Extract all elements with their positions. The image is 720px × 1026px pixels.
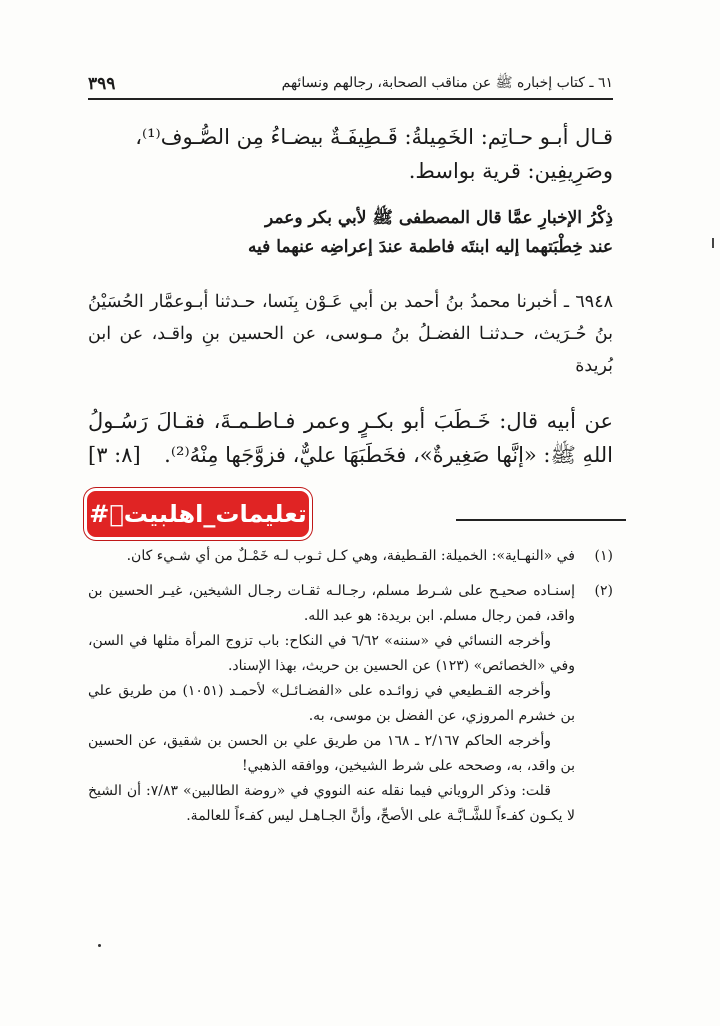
footnote-paragraph: وأخرجه الحاكم ٢/١٦٧ ـ ١٦٨ من طريق علي بن الحسن بن شقيق، عن الحسين بن واقد، به، وصححه على شرط الشيخين، ووافقه الذهبي! (88, 733, 575, 774)
hadith-text: عن أبيه قال: خَـطَبَ أبو بكـرٍ وعمر فـاطـمـةَ، فقـالَ رَسُـولُ اللهِ ﷺ: «إنَّها صَغِيرةٌ»، فخَطَبَهَا عليٌّ، فزوَّجَها مِنْهُ⁽²⁾. (88, 409, 613, 467)
footnote-text: في «النهـاية»: الخميلة: القـطيفة، وهي كـل ثـوب لـه خَمْـلٌ من أي شـيء كان. (126, 548, 575, 564)
footnote-body (88, 579, 575, 829)
running-title: ٦١ ـ كتاب إخباره ﷺ عن مناقب الصحابة، رجالهم ونسائهم (281, 75, 613, 91)
abu-hatim-note (88, 120, 613, 188)
hadith-isnad: ٦٩٤٨ ـ أخبرنا محمدُ بنُ أحمد بن أبي عَـوْن بِنَسا، حـدثنا أبـوعمَّار الحُسَيْنُ بنُ حُـرَيث، حـدثنـا الفضـلُ بنُ مـوسى، عن الحسين بنِ واقـد، عن ابن بُريدة (88, 292, 613, 376)
hadith-matn (88, 404, 613, 472)
hashtag-watermark: #تعليمات_اهلبيتؑ (84, 488, 312, 540)
footnote-divider (456, 519, 626, 521)
footnote-1 (88, 544, 613, 569)
heading-line: عند خِطْبَتهما إليه ابنتَه فاطمة عندَ إعراضِه عنهما فيه (247, 237, 613, 257)
margin-mark (712, 238, 714, 248)
footnote-mark: (١) (594, 548, 613, 564)
footnote-paragraph: وأخرجه القـطيعي في زوائـده على «الفضـائـل» لأحمـد (١٠٥١) من طريق علي بن خشرم المروزي، عن الفضل بن موسى، به. (88, 683, 575, 724)
heading-line: ذِكْرُ الإخبارِ عمَّا قال المصطفى ﷺ لأبي بكر وعمر (264, 208, 613, 228)
footnotes (88, 544, 613, 829)
footnote-paragraph: قلت: وذكر الروياني فيما نقله عنه النووي في «روضة الطالبين» ٧/٨٣: أن الشيخ لا يكـون كفـءاً للشَّـابَّـة على الأصحِّ، وأنَّ الجـاهـل ليس كفـءاً للعالمة. (88, 783, 575, 824)
header-rule (88, 98, 613, 100)
footnote-mark: (٢) (594, 583, 613, 599)
chapter-heading (88, 204, 613, 262)
footnote-paragraph: وأخرجه النسائي في «سننه» ٦/٦٢ في النكاح: باب تزوج المرأة مثلها في السن، وفي «الخصائص» (١٢٣) عن الحسين بن حريث، بهذا الإسناد. (88, 633, 575, 674)
page-number: ٣٩٩ (88, 74, 116, 94)
hadith-grade: [٨: ٣] (88, 443, 141, 467)
text-line: وصَرِيفِين: قرية بواسط. (408, 159, 613, 183)
page-header (88, 70, 613, 94)
footnote-paragraph: إسنـاده صحيـح على شـرط مسلم، رجـالـه ثقـات رجـال الشيخين، غيـر الحسين بن واقد، فمن رجال مسلم. ابن بريدة: هو عبد الله. (88, 583, 575, 624)
page-speck (98, 944, 101, 947)
text-line: قـال أبـو حـاتِم: الخَمِيلةُ: قَـطِيفَـةٌ بيضـاءُ مِن الصُّـوف⁽¹⁾، (135, 125, 613, 149)
footnote-2 (88, 579, 613, 829)
